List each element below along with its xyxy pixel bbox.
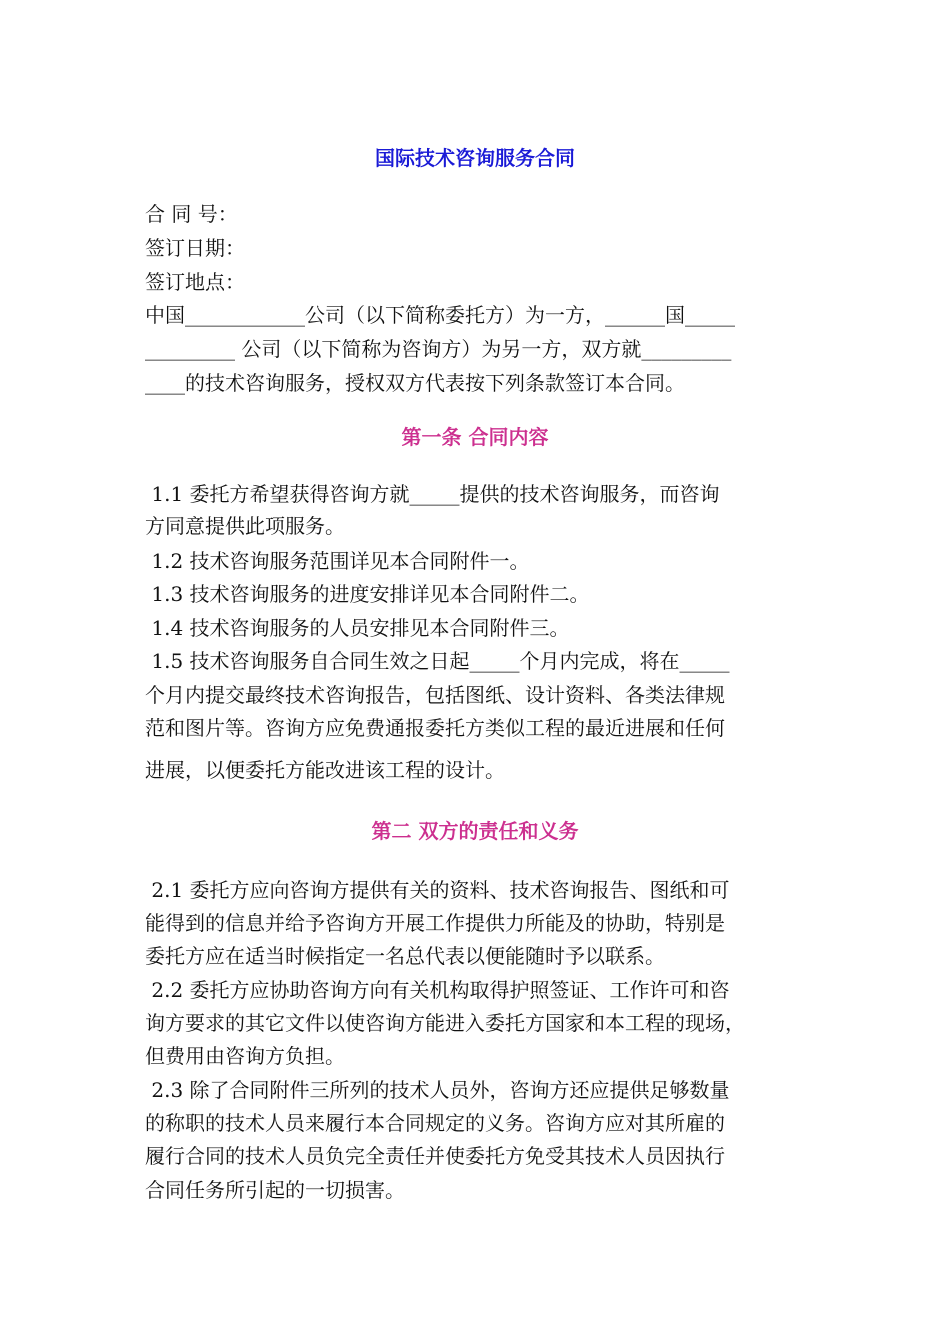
intro-line: ____的技术咨询服务，授权双方代表按下列条款签订本合同。 <box>145 371 685 395</box>
intro-line: _________ 公司（以下简称为咨询方）为另一方，双方就_________ <box>145 337 732 361</box>
article-2-line: 2.2 委托方应协助咨询方向有关机构取得护照签证、工作许可和咨 <box>145 978 730 1002</box>
sign-place-label: 签订地点： <box>145 270 245 294</box>
article-2-line: 履行合同的技术人员负完全责任并使委托方免受其技术人员因执行 <box>145 1144 725 1168</box>
article-1-line: 进展，以便委托方能改进该工程的设计。 <box>145 758 505 782</box>
article-1-line: 1.2 技术咨询服务范围详见本合同附件一。 <box>145 549 530 573</box>
article-2-line: 合同任务所引起的一切损害。 <box>145 1178 405 1202</box>
sign-date-label: 签订日期： <box>145 236 245 260</box>
article-1-line: 个月内提交最终技术咨询报告，包括图纸、设计资料、各类法律规 <box>145 683 725 707</box>
article-1-heading: 第一条 合同内容 <box>401 425 549 449</box>
article-2-line: 2.3 除了合同附件三所列的技术人员外，咨询方还应提供足够数量 <box>145 1078 730 1102</box>
article-2-line: 的称职的技术人员来履行本合同规定的义务。咨询方应对其所雇的 <box>145 1111 725 1135</box>
article-1-line: 1.4 技术咨询服务的人员安排见本合同附件三。 <box>145 616 570 640</box>
article-2-line: 但费用由咨询方负担。 <box>145 1044 345 1068</box>
intro-line: 中国____________公司（以下简称委托方）为一方，______国_____ <box>145 303 735 327</box>
article-1-line: 1.3 技术咨询服务的进度安排详见本合同附件二。 <box>145 582 590 606</box>
article-1-line: 方同意提供此项服务。 <box>145 514 345 538</box>
article-2-line: 询方要求的其它文件以使咨询方能进入委托方国家和本工程的现场， <box>145 1011 745 1035</box>
article-1-line: 1.5 技术咨询服务自合同生效之日起_____个月内完成，将在_____ <box>145 649 730 673</box>
article-1-line: 1.1 委托方希望获得咨询方就_____提供的技术咨询服务，而咨询 <box>145 482 720 506</box>
article-1-line: 范和图片等。咨询方应免费通报委托方类似工程的最近进展和任何 <box>145 716 725 740</box>
contract-number-label: 合 同 号： <box>145 202 238 226</box>
document-title: 国际技术咨询服务合同 <box>375 146 575 170</box>
article-2-heading: 第二 双方的责任和义务 <box>371 819 579 843</box>
article-2-line: 2.1 委托方应向咨询方提供有关的资料、技术咨询报告、图纸和可 <box>145 878 730 902</box>
article-2-line: 能得到的信息并给予咨询方开展工作提供力所能及的协助，特别是 <box>145 911 725 935</box>
article-2-line: 委托方应在适当时候指定一名总代表以便能随时予以联系。 <box>145 944 665 968</box>
